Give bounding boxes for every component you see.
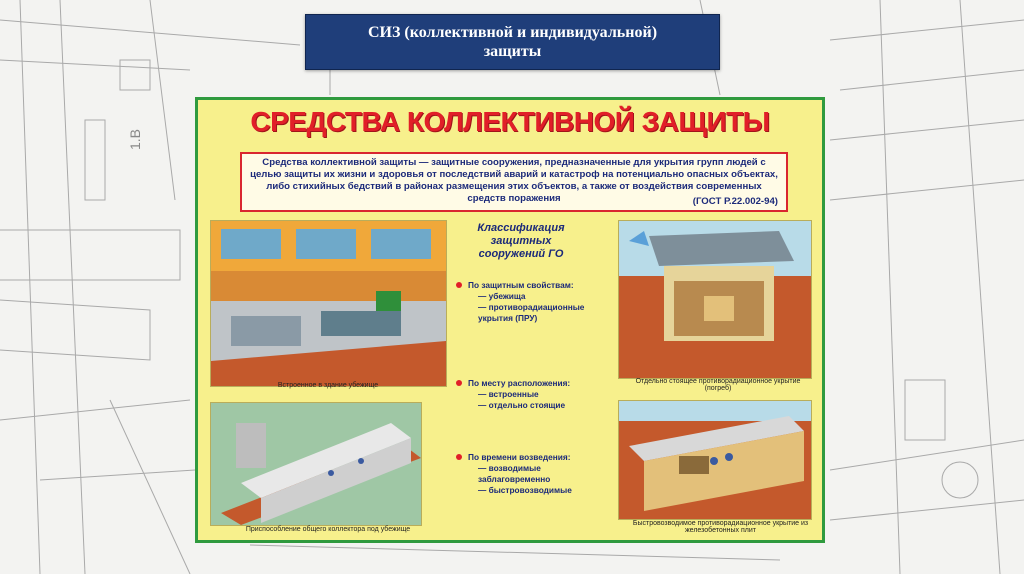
definition-box [240, 152, 788, 212]
poster-title: СРЕДСТВА КОЛЛЕКТИВНОЙ ЗАЩИТЫ [250, 106, 770, 137]
slide-title-line1: СИЗ (коллективной и индивидуальной) [367, 24, 658, 41]
group-item: — противорадиационные [478, 302, 585, 312]
group-heading: По времени возведения: [468, 452, 571, 462]
group-item: укрытия (ПРУ) [478, 313, 538, 323]
classification-group-time [456, 452, 572, 496]
bullet-dot [456, 380, 462, 386]
collector-shelter-illustration [211, 403, 421, 525]
caption-cellar-shelter: Отдельно стоящее противорадиационное укрытие (погреб) [635, 378, 801, 392]
panel-collector-shelter [210, 402, 422, 526]
group-heading: По защитным свойствам: [468, 280, 574, 290]
slide-title [305, 14, 720, 70]
classification-group-location [456, 378, 570, 411]
group-item: заблаговременно [478, 474, 551, 484]
bullet-dot [456, 282, 462, 288]
cellar-shelter-illustration [619, 221, 811, 378]
definition-text: Средства коллективной защиты — защитные сооружения, предназначенные для укрытия групп людей с целью защиты их жизни и здоровья от последствий аварий и катастроф на потенциально опасных объектах, либо стихийных бедствий в районах размещения этих объектов, а также от воздействия современных средств поражения [250, 157, 778, 204]
group-heading: По месту расположения: [468, 378, 571, 388]
group-item: — убежища [478, 291, 526, 301]
caption-built-in-shelter: Встроенное в здание убежище [277, 382, 379, 389]
slide-title-line2: защиты [483, 43, 542, 60]
classification-title: Классификация защитных сооружений ГО [477, 222, 565, 260]
classification-group-protective [456, 280, 584, 324]
panel-cellar-shelter [618, 220, 812, 379]
caption-rapid-shelter: Быстровозводимое противорадиационное укрытие из железобетонных плит [632, 520, 809, 534]
blueprint-label: 1.В [127, 128, 143, 150]
rapid-shelter-illustration [619, 401, 811, 519]
group-item: — отдельно стоящие [478, 400, 566, 410]
panel-built-in-shelter [210, 220, 447, 387]
poster [195, 97, 825, 543]
group-item: — встроенные [478, 389, 539, 399]
bullet-dot [456, 454, 462, 460]
group-item: — возводимые [478, 463, 541, 473]
built-in-shelter-illustration [211, 221, 446, 386]
group-item: — быстровозводимые [478, 485, 572, 495]
definition-reference: (ГОСТ Р.22.002-94) [692, 196, 778, 207]
panel-rapid-shelter [618, 400, 812, 520]
caption-collector-shelter: Приспособление общего коллектора под убежище [245, 526, 411, 533]
